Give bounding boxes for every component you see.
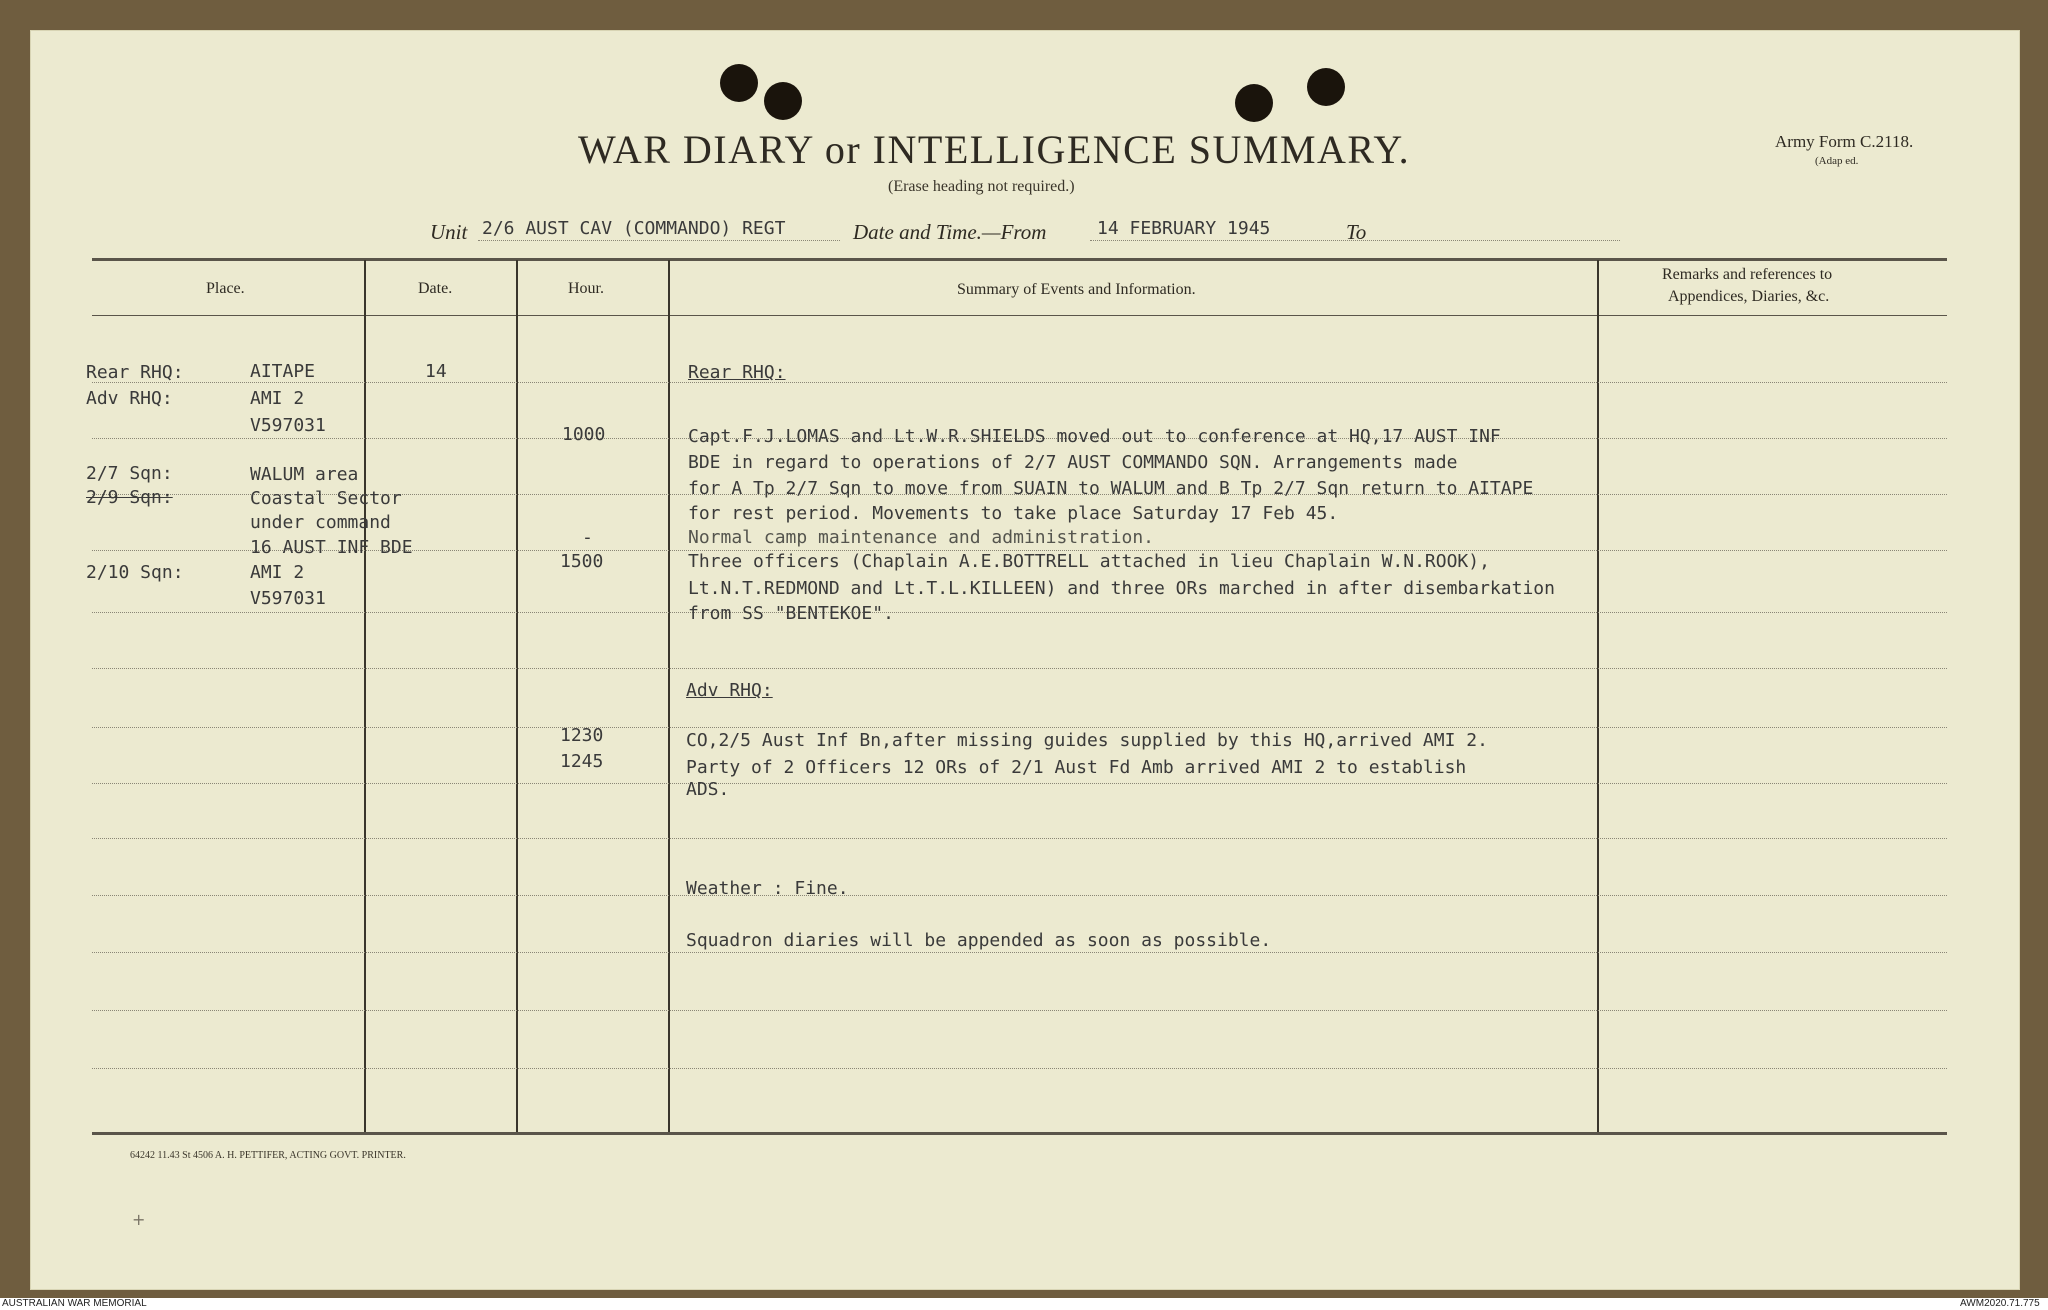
ruled-line [92,838,1947,839]
section-heading-rear-rhq: Rear RHQ: [688,362,786,383]
hour-value: - [582,527,593,548]
ruled-line [92,382,1947,383]
table-header-rule [92,315,1947,316]
punch-hole [1235,84,1273,122]
place-label: 2/10 Sqn: [86,562,184,583]
place-value: Coastal Sector [250,488,402,509]
place-label: Rear RHQ: [86,362,184,383]
ruled-line [92,612,1947,613]
summary-line: ADS. [686,779,730,800]
column-header-place: Place. [206,280,245,297]
place-label-struck: 2/9 Sqn: [86,487,173,508]
place-value: AMI 2 [250,388,305,409]
summary-line: CO,2/5 Aust Inf Bn,after missing guides supplied by this HQ,arrived AMI 2. [686,730,1488,751]
summary-line: from SS "BENTEKOE". [688,603,894,624]
hour-value: 1230 [560,725,604,746]
page-subtitle: (Erase heading not required.) [888,178,1075,195]
unit-underline [478,240,840,241]
place-value: V597031 [250,588,326,609]
column-divider [668,260,670,1132]
section-heading-adv-rhq: Adv RHQ: [686,680,773,701]
summary-line: Capt.F.J.LOMAS and Lt.W.R.SHIELDS moved out to conference at HQ,17 AUST INF [688,426,1501,447]
column-divider [1597,260,1599,1132]
place-label: 2/7 Sqn: [86,463,173,484]
table-bottom-rule [92,1132,1947,1135]
column-header-remarks: Appendices, Diaries, &c. [1668,288,1830,305]
squadron-note: Squadron diaries will be appended as soon as possible. [686,930,1272,951]
column-header-date: Date. [418,280,453,297]
weather-line: Weather : Fine. [686,878,849,899]
page-title: WAR DIARY or INTELLIGENCE SUMMARY. [578,127,1411,172]
place-label: Adv RHQ: [86,388,173,409]
unit-value: 2/6 AUST CAV (COMMANDO) REGT [482,218,786,239]
date-time-label: Date and Time.—From [853,220,1047,244]
ruled-line [92,668,1947,669]
column-header-hour: Hour. [568,280,604,297]
diary-sheet [30,30,2020,1290]
ruled-line [92,727,1947,728]
place-value: 16 AUST INF BDE [250,537,413,558]
army-form-number: Army Form C.2118. [1775,132,1914,151]
place-value: under command [250,512,391,533]
summary-line: Party of 2 Officers 12 ORs of 2/1 Aust Fd Amb arrived AMI 2 to establish [686,757,1467,778]
column-header-summary: Summary of Events and Information. [957,281,1196,298]
summary-line: for rest period. Movements to take place Saturday 17 Feb 45. [688,503,1339,524]
hour-value: 1000 [562,424,606,445]
summary-line: BDE in regard to operations of 2/7 AUST COMMANDO SQN. Arrangements made [688,452,1458,473]
army-form-note: (Adap ed. [1815,155,1859,167]
unit-label: Unit [430,220,468,244]
table-top-rule [92,258,1947,261]
hour-value: 1245 [560,751,604,772]
ruled-line [92,783,1947,784]
place-value: AITAPE [250,361,316,382]
archive-name: AUSTRALIAN WAR MEMORIAL [2,1298,147,1309]
date-underline [1090,240,1620,241]
summary-line: Lt.N.T.REDMOND and Lt.T.L.KILLEEN) and three ORs marched in after disembarkation [688,578,1555,599]
punch-hole [764,82,802,120]
archive-reference: AWM2020.71.775 [1960,1298,2040,1309]
column-divider [516,260,518,1132]
ruled-line [92,1010,1947,1011]
summary-line: Three officers (Chaplain A.E.BOTTRELL attached in lieu Chaplain W.N.ROOK), [688,551,1490,572]
place-value: AMI 2 [250,562,305,583]
ruled-line [92,895,1947,896]
date-value: 14 [425,361,447,382]
printer-imprint: 64242 11.43 St 4506 A. H. PETTIFER, ACTING GOVT. PRINTER. [130,1150,406,1161]
archive-strip [0,1298,2048,1310]
to-label: To [1346,220,1367,244]
summary-line: for A Tp 2/7 Sqn to move from SUAIN to WALUM and B Tp 2/7 Sqn return to AITAPE [688,478,1534,499]
summary-line: Normal camp maintenance and administration. [688,527,1154,548]
column-divider [364,260,366,1132]
place-value: WALUM area [250,464,359,485]
ruled-line [92,952,1947,953]
place-value: V597031 [250,415,326,436]
column-header-remarks: Remarks and references to [1662,266,1833,283]
punch-hole [720,64,758,102]
punch-hole [1307,68,1345,106]
ruled-line [92,1068,1947,1069]
pencil-mark: + [132,1210,146,1229]
from-date-value: 14 FEBRUARY 1945 [1097,218,1271,239]
hour-value: 1500 [560,551,604,572]
